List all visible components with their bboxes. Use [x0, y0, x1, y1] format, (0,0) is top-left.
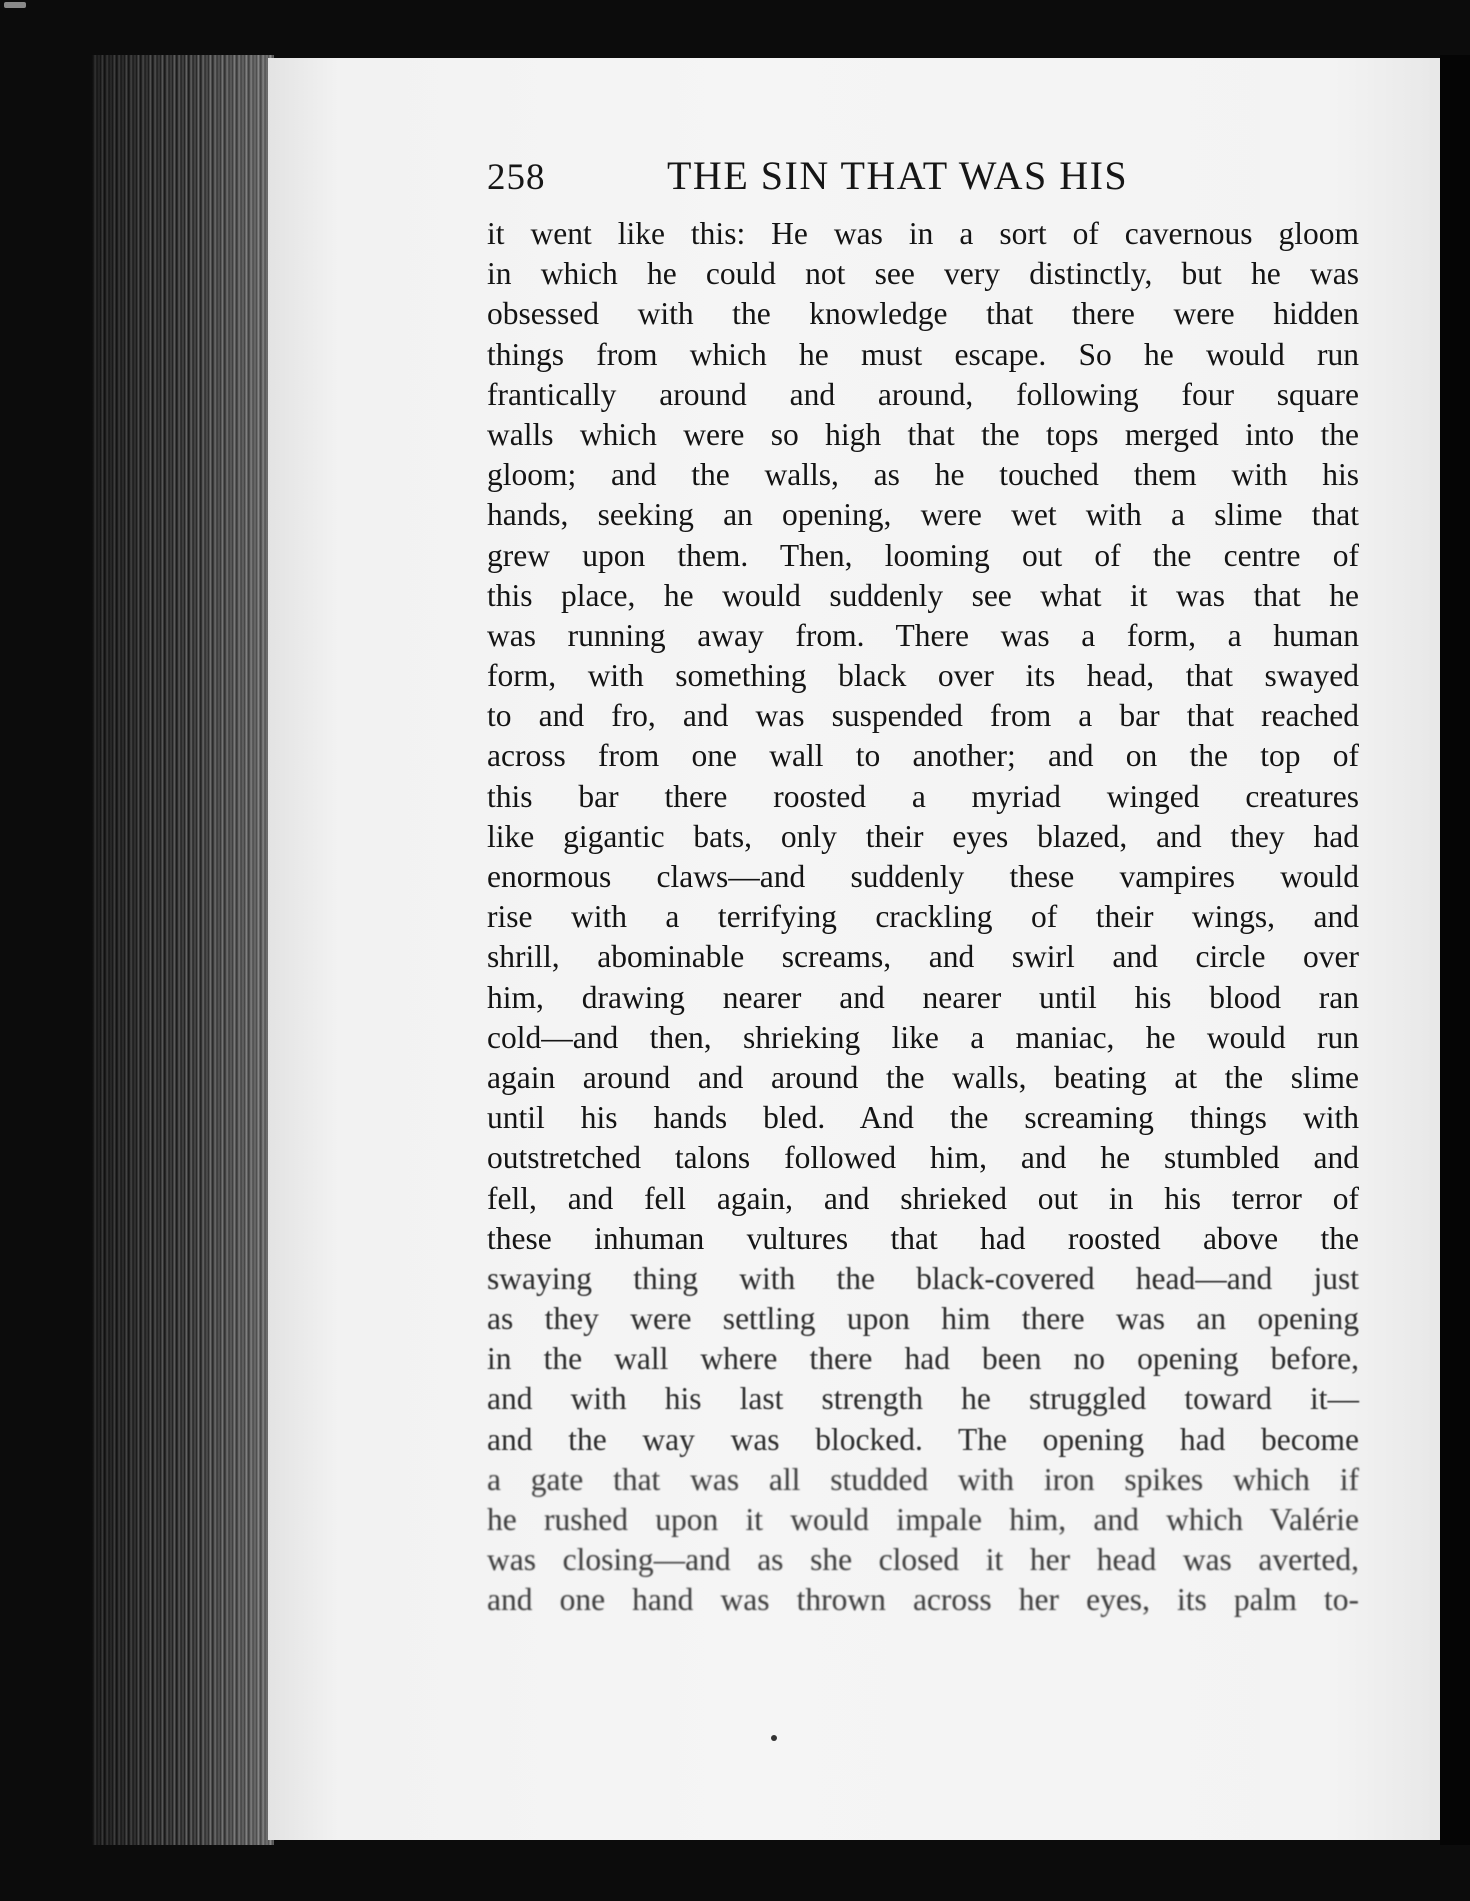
text-line: him, drawing nearer and nearer until his blood ran — [487, 979, 1359, 1015]
scan-corner-mark — [4, 2, 26, 8]
text-line: this bar there roosted a myriad winged creatures — [487, 778, 1359, 814]
text-line: enormous claws—and suddenly these vampires would — [487, 859, 1359, 894]
text-line: and one hand was thrown across her eyes, its palm to- — [487, 1582, 1359, 1618]
running-title: THE SIN THAT WAS HIS — [667, 153, 1129, 198]
text-line: like gigantic bats, only their eyes blazed, and they had — [487, 818, 1359, 854]
text-line: obsessed with the knowledge that there were hidden — [487, 296, 1359, 332]
text-line: in which he could not see very distinctly, but he was — [487, 256, 1359, 292]
text-line: gloom; and the walls, as he touched them with his — [487, 457, 1359, 493]
text-line: outstretched talons followed him, and he stumbled and — [487, 1140, 1359, 1176]
text-line: it went like this: He was in a sort of cavernous gloom — [487, 216, 1359, 251]
page-number: 258 — [487, 157, 546, 198]
text-line: and the way was blocked. The opening had become — [487, 1421, 1359, 1457]
text-line: cold—and then, shrieking like a maniac, he would run — [487, 1019, 1359, 1055]
text-line: to and fro, and was suspended from a bar that reached — [487, 698, 1359, 734]
text-line: until his hands bled. And the screaming things with — [487, 1100, 1359, 1136]
text-line: walls which were so high that the tops merged into the — [487, 416, 1359, 452]
text-line: things from which he must escape. So he would run — [487, 336, 1359, 372]
text-line: fell, and fell again, and shrieked out in his terror of — [487, 1180, 1359, 1216]
text-line: as they were settling upon him there was an opening — [487, 1301, 1359, 1337]
text-line: these inhuman vultures that had roosted above the — [487, 1220, 1359, 1256]
text-line: was closing—and as she closed it her head was averted, — [487, 1542, 1359, 1578]
text-line: form, with something black over its head, that swayed — [487, 658, 1359, 694]
text-line: across from one wall to another; and on the top of — [487, 738, 1359, 774]
running-head — [487, 152, 1287, 212]
text-line: a gate that was all studded with iron spikes which if — [487, 1461, 1359, 1497]
text-line: this place, he would suddenly see what it was that he — [487, 577, 1359, 613]
text-line: in the wall where there had been no opening before, — [487, 1341, 1359, 1377]
text-line: hands, seeking an opening, were wet with a slime that — [487, 497, 1359, 533]
text-line: and with his last strength he struggled toward it— — [487, 1381, 1359, 1417]
right-scan-border — [1440, 55, 1470, 1845]
text-line: rise with a terrifying crackling of their wings, and — [487, 899, 1359, 935]
page-speck — [771, 1735, 777, 1741]
text-line: was running away from. There was a form, a human — [487, 617, 1359, 653]
text-line: frantically around and around, following four square — [487, 376, 1359, 412]
text-line: shrill, abominable screams, and swirl and circle over — [487, 939, 1359, 975]
page-stack-shadow — [92, 55, 274, 1845]
text-line: grew upon them. Then, looming out of the centre of — [487, 537, 1359, 573]
body-text — [487, 214, 1359, 1621]
text-line: again around and around the walls, beating at the slime — [487, 1059, 1359, 1095]
text-line: swaying thing with the black-covered head—and just — [487, 1260, 1359, 1296]
text-line: he rushed upon it would impale him, and which Valérie — [487, 1502, 1359, 1537]
